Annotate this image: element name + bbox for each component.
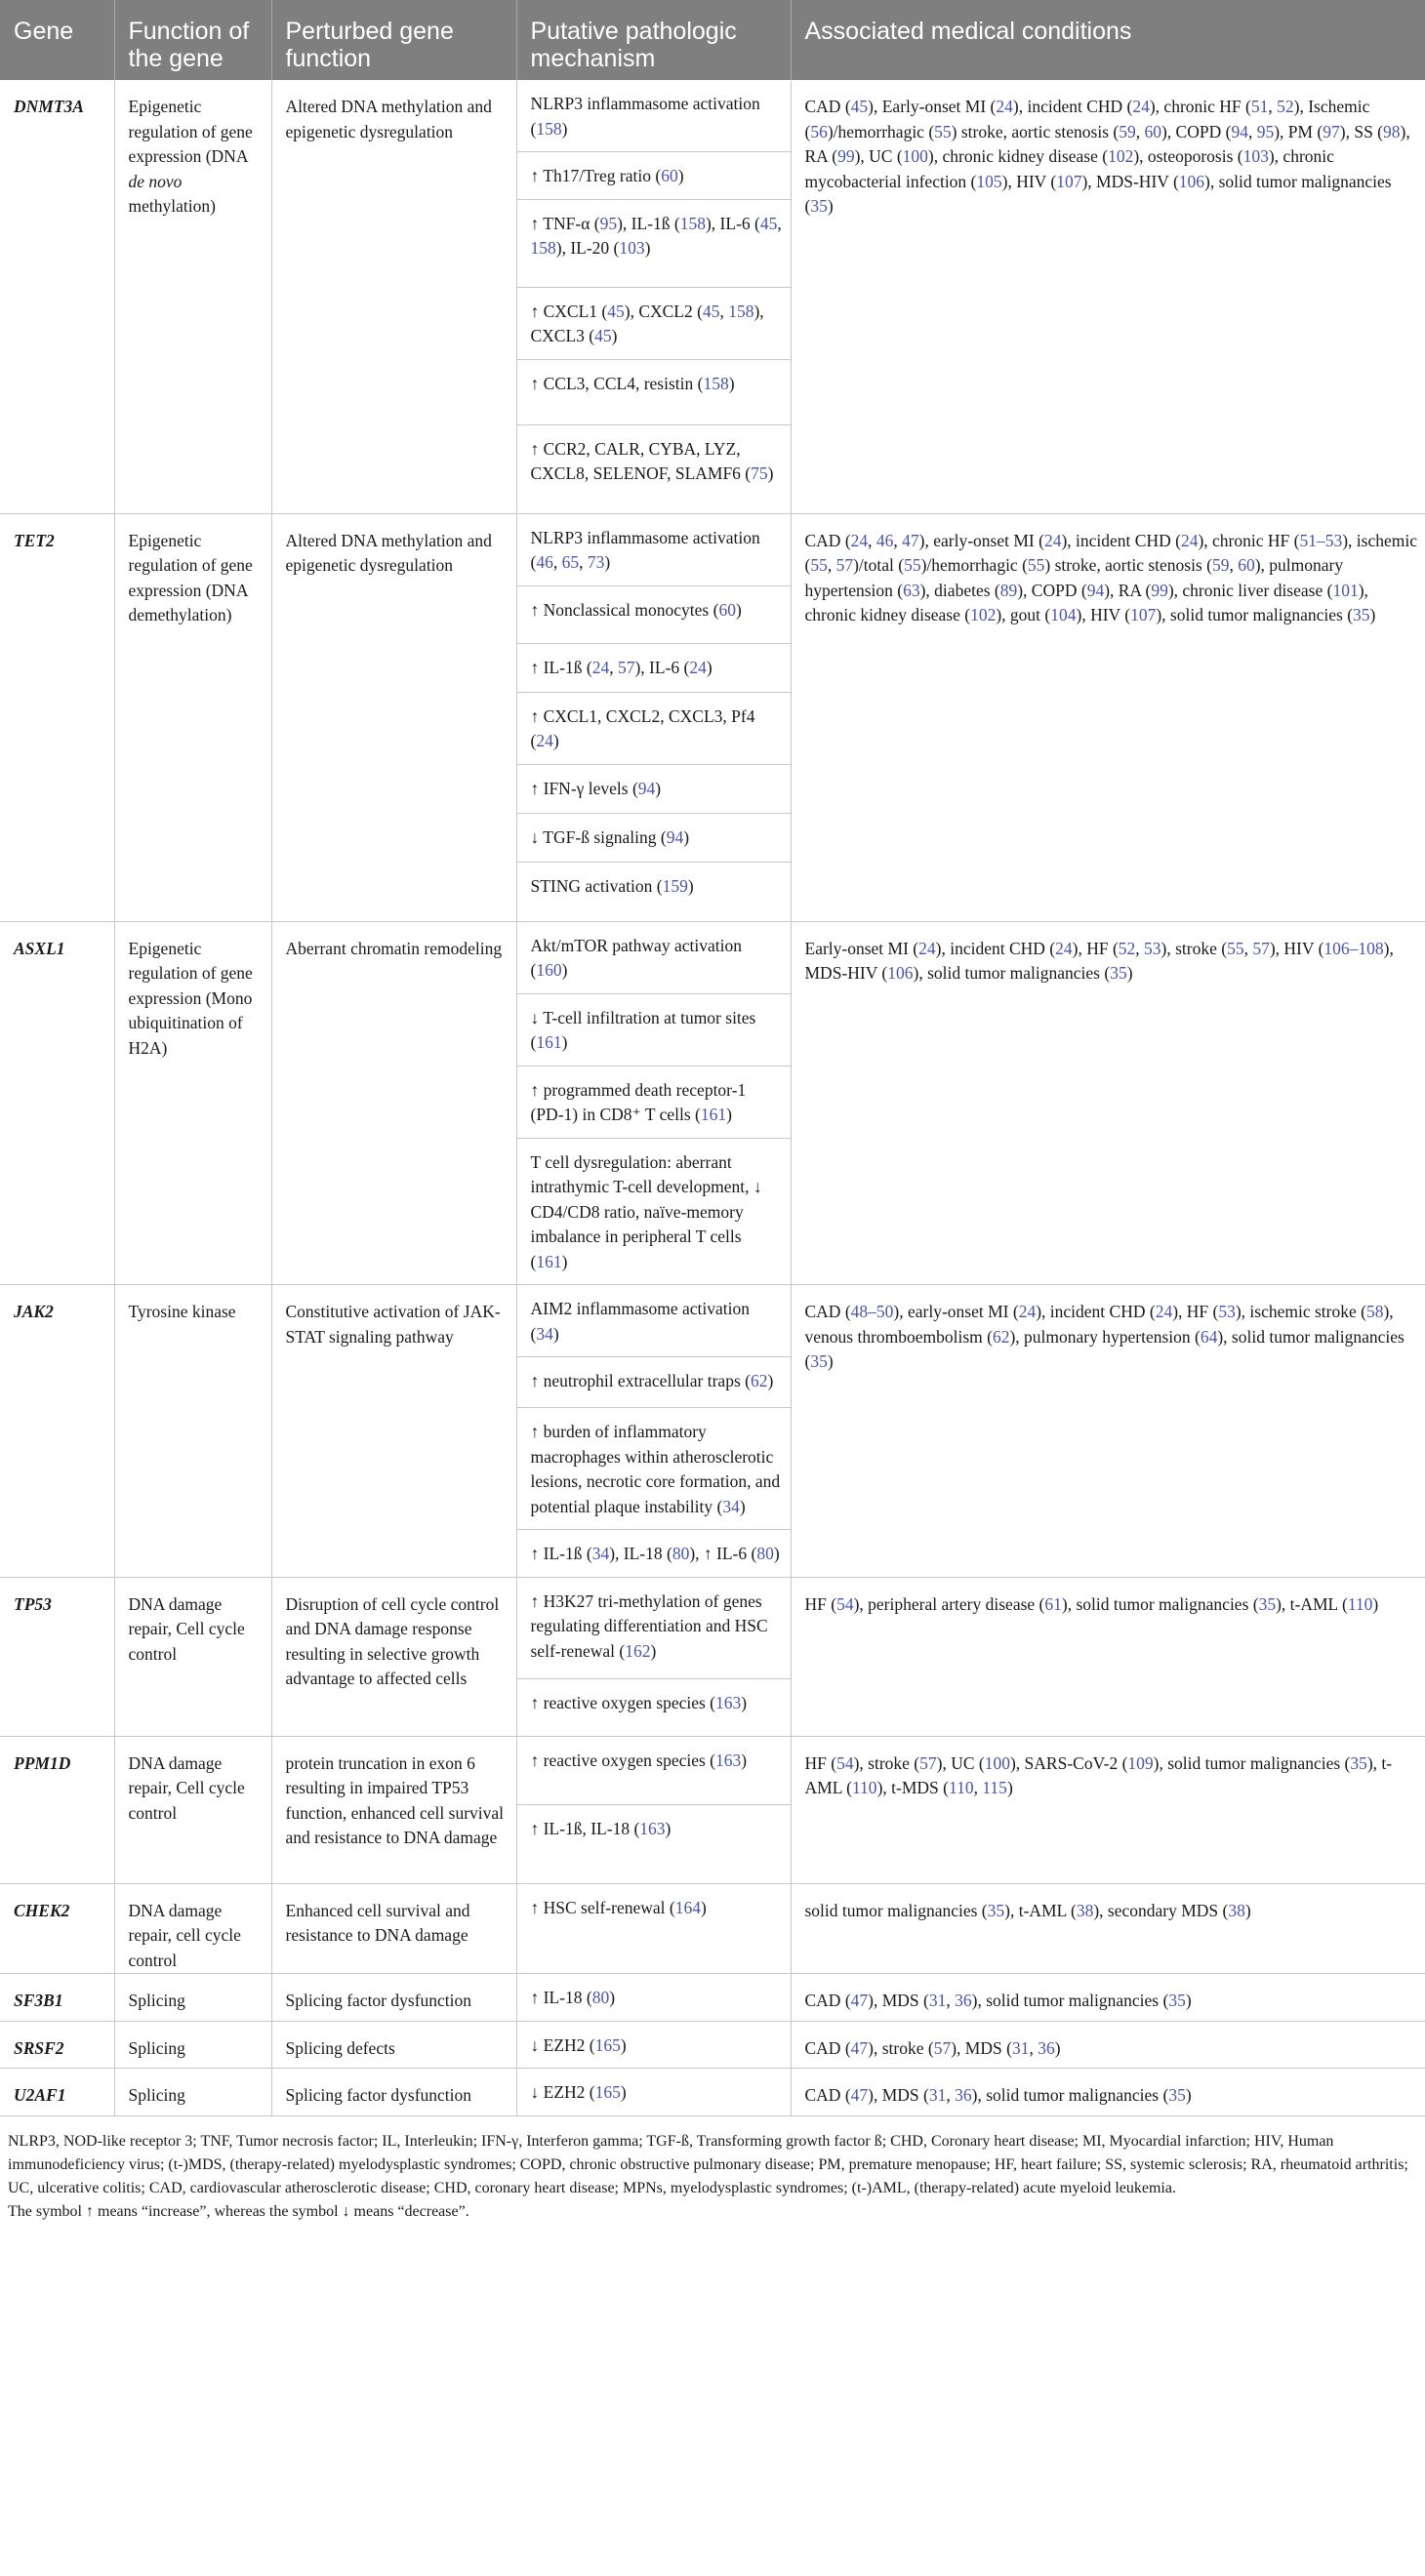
- gene-cell: SRSF2: [0, 2021, 114, 2069]
- mechanism-item: ↑ IL-1ß (24, 57), IL-6 (24): [517, 644, 791, 693]
- mechanism-item: ↑ HSC self-renewal (164): [530, 1897, 707, 1917]
- mechanism-item: ↑ CCR2, CALR, CYBA, LYZ, CXCL8, SELENOF, SLAMF6 (75): [530, 438, 774, 483]
- mechanism-item: ↑ TNF-α (95), IL-1ß (158), IL-6 (45, 158), IL-20 (103): [517, 200, 791, 288]
- table-row: [0, 921, 1425, 1285]
- mechanism-item: ↑ CXCL1, CXCL2, CXCL3, Pf4 (24): [517, 693, 791, 765]
- mechanism-cell: [516, 513, 791, 921]
- mechanism-item: ↑ IL-1ß (34), IL-18 (80), ↑ IL-6 (80): [530, 1544, 780, 1563]
- table-row: [0, 80, 1425, 513]
- header-perturbed-function: Perturbed gene function: [271, 0, 516, 80]
- gene-cell: TP53: [0, 1577, 114, 1736]
- function-cell: DNA damage repair, Cell cycle control: [114, 1577, 271, 1736]
- mechanism-item: ↑ programmed death receptor-1 (PD-1) in CD8⁺ T cells (161): [517, 1067, 791, 1139]
- header-mechanism: Putative pathologic mechanism: [516, 0, 791, 80]
- table-header-row: [0, 0, 1425, 80]
- gene-cell: SF3B1: [0, 1974, 114, 2022]
- mechanism-item: AIM2 inflammasome activation (34): [517, 1285, 791, 1357]
- perturbed-function-cell: Aberrant chromatin remodeling: [271, 921, 516, 1285]
- mechanism-item: NLRP3 inflammasome activation (158): [517, 80, 791, 152]
- gene-cell: JAK2: [0, 1285, 114, 1578]
- conditions-cell: solid tumor malignancies (35), t-AML (38), secondary MDS (38): [791, 1883, 1425, 1974]
- mechanism-item: ↓ TGF-ß signaling (94): [517, 814, 791, 863]
- header-function: Function of the gene: [114, 0, 271, 80]
- mechanism-item: Akt/mTOR pathway activation (160): [517, 922, 791, 994]
- mechanism-item: STING activation (159): [530, 875, 694, 896]
- perturbed-function-cell: Splicing defects: [271, 2021, 516, 2069]
- mechanism-cell: [516, 921, 791, 1285]
- mechanism-item: ↑ reactive oxygen species (163): [517, 1737, 791, 1805]
- table-row: [0, 1736, 1425, 1883]
- table-row: [0, 1577, 1425, 1736]
- mechanism-item: ↑ H3K27 tri-methylation of genes regulating differentiation and HSC self-renewal (162): [517, 1578, 791, 1679]
- gene-cell: DNMT3A: [0, 80, 114, 513]
- perturbed-function-cell: Altered DNA methylation and epigenetic dysregulation: [271, 80, 516, 513]
- table-row: [0, 1883, 1425, 1974]
- mechanism-item: ↑ IFN-γ levels (94): [517, 765, 791, 814]
- header-conditions: Associated medical conditions: [791, 0, 1425, 80]
- gene-cell: ASXL1: [0, 921, 114, 1285]
- conditions-cell: CAD (47), MDS (31, 36), solid tumor malignancies (35): [791, 2069, 1425, 2116]
- mechanism-cell: [516, 1577, 791, 1736]
- conditions-cell: CAD (47), stroke (57), MDS (31, 36): [791, 2021, 1425, 2069]
- function-cell: Tyrosine kinase: [114, 1285, 271, 1578]
- mechanism-cell: [516, 1285, 791, 1578]
- conditions-cell: CAD (48–50), early-onset MI (24), incident CHD (24), HF (53), ischemic stroke (58), venous thromboembolism (62), pulmonary hypertension (64), solid tumor malignancies (35): [791, 1285, 1425, 1578]
- perturbed-function-cell: Splicing factor dysfunction: [271, 1974, 516, 2022]
- mechanism-item: NLRP3 inflammasome activation (46, 65, 73): [517, 514, 791, 586]
- perturbed-function-cell: protein truncation in exon 6 resulting in impaired TP53 function, enhanced cell survival and resistance to DNA damage: [271, 1736, 516, 1883]
- mechanism-cell: [516, 2069, 791, 2116]
- function-cell: Splicing: [114, 2069, 271, 2116]
- function-cell: Splicing: [114, 2021, 271, 2069]
- mechanism-item: ↑ CXCL1 (45), CXCL2 (45, 158), CXCL3 (45): [517, 288, 791, 360]
- mechanism-cell: [516, 1883, 791, 1974]
- conditions-cell: CAD (47), MDS (31, 36), solid tumor malignancies (35): [791, 1974, 1425, 2022]
- conditions-cell: Early-onset MI (24), incident CHD (24), HF (52, 53), stroke (55, 57), HIV (106–108), MDS-HIV (106), solid tumor malignancies (35): [791, 921, 1425, 1285]
- function-cell: DNA damage repair, cell cycle control: [114, 1883, 271, 1974]
- gene-cell: TET2: [0, 513, 114, 921]
- perturbed-function-cell: Altered DNA methylation and epigenetic dysregulation: [271, 513, 516, 921]
- perturbed-function-cell: Enhanced cell survival and resistance to DNA damage: [271, 1883, 516, 1974]
- conditions-cell: CAD (24, 46, 47), early-onset MI (24), incident CHD (24), chronic HF (51–53), ischemic (55, 57)/total (55)/hemorrhagic (55) stroke, aortic stenosis (59, 60), pulmonary hypertension (63), diabetes (89), COPD (94), RA (99), chronic liver disease (101), chronic kidney disease (102), gout (104), HIV (107), solid tumor malignancies (35): [791, 513, 1425, 921]
- mechanism-item: ↓ EZH2 (165): [530, 2034, 627, 2055]
- gene-cell: U2AF1: [0, 2069, 114, 2116]
- footnote-abbreviations: NLRP3, NOD-like receptor 3; TNF, Tumor necrosis factor; IL, Interleukin; IFN-γ, Interferon gamma; TGF-ß, Transforming growth factor ß; CHD, Coronary heart disease; MI, Myocardial infarction; HIV, Human immunodeficiency virus; (t-)MDS, (therapy-related) myelodysplastic syndromes; COPD, chronic obstructive pulmonary disease; PM, premature menopause; HF, heart failure; SS, systemic sclerosis; RA, rheumatoid arthritis; UC, ulcerative colitis; CAD, cardiovascular atherosclerotic disease; CHD, coronary heart disease; MPNs, myelodysplastic syndromes; (t-)AML, (therapy-related) acute myeloid leukemia.: [8, 2132, 1408, 2196]
- function-cell: DNA damage repair, Cell cycle control: [114, 1736, 271, 1883]
- table-row: [0, 513, 1425, 921]
- mechanism-item: ↑ reactive oxygen species (163): [530, 1692, 748, 1712]
- perturbed-function-cell: Splicing factor dysfunction: [271, 2069, 516, 2116]
- function-cell: Epigenetic regulation of gene expression (DNA demethylation): [114, 513, 271, 921]
- mechanism-item: ↑ IL-1ß, IL-18 (163): [530, 1818, 672, 1838]
- function-cell: Epigenetic regulation of gene expression (Mono ubiquitination of H2A): [114, 921, 271, 1285]
- mechanism-item: ↓ T-cell infiltration at tumor sites (161): [517, 994, 791, 1067]
- function-cell: Splicing: [114, 1974, 271, 2022]
- conditions-cell: CAD (45), Early-onset MI (24), incident CHD (24), chronic HF (51, 52), Ischemic (56)/hemorrhagic (55) stroke, aortic stenosis (59, 60), COPD (94, 95), PM (97), SS (98), RA (99), UC (100), chronic kidney disease (102), osteoporosis (103), chronic mycobacterial infection (105), HIV (107), MDS-HIV (106), solid tumor malignancies (35): [791, 80, 1425, 513]
- perturbed-function-cell: Disruption of cell cycle control and DNA damage response resulting in selective growth advantage to affected cells: [271, 1577, 516, 1736]
- table-row: [0, 1285, 1425, 1578]
- mechanism-item: ↑ Nonclassical monocytes (60): [517, 586, 791, 644]
- conditions-cell: HF (54), peripheral artery disease (61), solid tumor malignancies (35), t-AML (110): [791, 1577, 1425, 1736]
- mechanism-cell: [516, 1736, 791, 1883]
- mechanism-cell: [516, 2021, 791, 2069]
- table-row: [0, 2021, 1425, 2069]
- mechanism-item: ↑ IL-18 (80): [530, 1988, 616, 2007]
- mechanism-item: ↑ CCL3, CCL4, resistin (158): [517, 360, 791, 425]
- table-row: [0, 2069, 1425, 2116]
- table-row: [0, 1974, 1425, 2022]
- function-cell: Epigenetic regulation of gene expression (DNA de novo methylation): [114, 80, 271, 513]
- mechanism-item: ↑ neutrophil extracellular traps (62): [517, 1357, 791, 1408]
- conditions-cell: HF (54), stroke (57), UC (100), SARS-CoV-2 (109), solid tumor malignancies (35), t-AML (110), t-MDS (110, 115): [791, 1736, 1425, 1883]
- mechanism-cell: [516, 80, 791, 513]
- mechanism-item: T cell dysregulation: aberrant intrathymic T-cell development, ↓ CD4/CD8 ratio, naïve-memory imbalance in peripheral T cells (161): [530, 1151, 762, 1271]
- perturbed-function-cell: Constitutive activation of JAK-STAT signaling pathway: [271, 1285, 516, 1578]
- table-body: [0, 80, 1425, 2115]
- mechanism-item: ↑ burden of inflammatory macrophages within atherosclerotic lesions, necrotic core formation, and potential plaque instability (34): [517, 1408, 791, 1530]
- mechanism-item: ↓ EZH2 (165): [530, 2082, 627, 2102]
- gene-cell: PPM1D: [0, 1736, 114, 1883]
- gene-cell: CHEK2: [0, 1883, 114, 1974]
- header-gene: Gene: [0, 0, 114, 80]
- mechanism-item: ↑ Th17/Treg ratio (60): [517, 152, 791, 200]
- footnote-symbols: The symbol ↑ means “increase”, whereas the symbol ↓ means “decrease”.: [8, 2202, 469, 2220]
- mechanism-cell: [516, 1974, 791, 2022]
- table-footnote: [0, 2116, 1425, 2224]
